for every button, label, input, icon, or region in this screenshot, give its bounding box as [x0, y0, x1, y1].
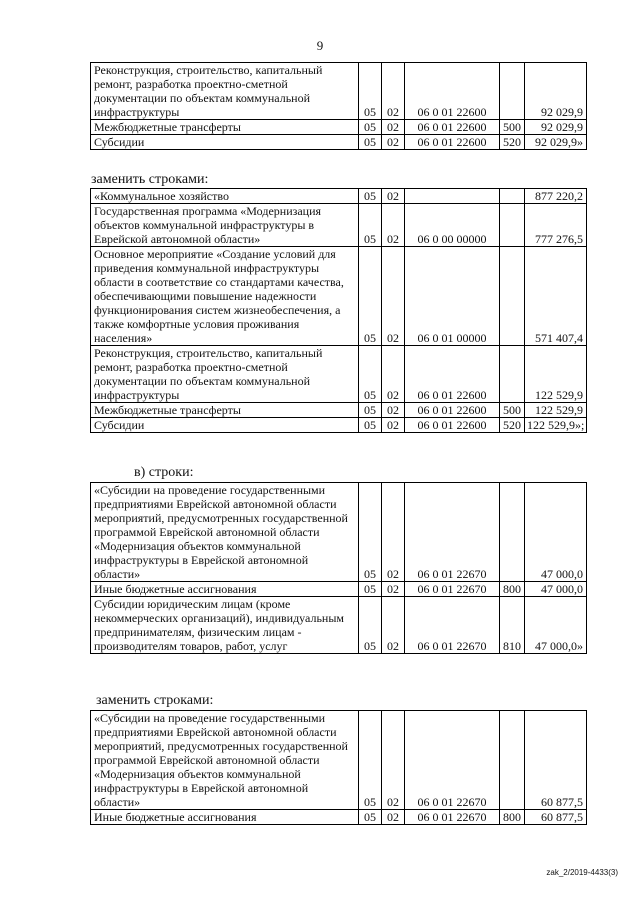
row-name: Иные бюджетные ассигнования [91, 810, 359, 825]
row-csr: 06 0 01 22670 [405, 711, 500, 810]
table-row [91, 63, 587, 120]
row-pr: 02 [382, 247, 405, 346]
table-row [91, 120, 587, 135]
row-rz: 05 [359, 403, 382, 418]
row-vr: 500 [500, 403, 525, 418]
row-csr: 06 0 00 00000 [405, 204, 500, 247]
row-vr [500, 63, 525, 120]
row-rz: 05 [359, 63, 382, 120]
table-row [91, 346, 587, 403]
row-pr: 02 [382, 189, 405, 204]
row-vr [500, 711, 525, 810]
row-vr [500, 189, 525, 204]
row-rz: 05 [359, 135, 382, 150]
row-pr: 02 [382, 346, 405, 403]
row-rz: 05 [359, 597, 382, 654]
row-name: Основное мероприятие «Создание условий для приведения коммунальной инфраструктуры области в соответствие со стандартами качества, обеспечивающими повышение надежности функционирования систем жизнеобеспечения, а также комфортные условия проживания населения» [91, 247, 359, 346]
table-row [91, 582, 587, 597]
row-pr: 02 [382, 810, 405, 825]
row-rz: 05 [359, 418, 382, 433]
table-row [91, 247, 587, 346]
row-sum: 122 529,9»; [525, 418, 587, 433]
row-vr: 810 [500, 597, 525, 654]
row-name: Субсидии [91, 135, 359, 150]
row-sum: 571 407,4 [525, 247, 587, 346]
row-name: Реконструкция, строительство, капитальный ремонт, разработка проектно-сметной документации по объектам коммунальной инфраструктуры [91, 63, 359, 120]
row-sum: 47 000,0 [525, 483, 587, 582]
row-pr: 02 [382, 135, 405, 150]
table-row [91, 483, 587, 582]
row-name: «Субсидии на проведение государственными предприятиями Еврейской автономной области мероприятий, предусмотренных государственной программой Еврейской автономной области «Модернизация объектов коммунальной инфраструктуры в Еврейской автономной области» [91, 483, 359, 582]
table-row [91, 597, 587, 654]
table-row [91, 711, 587, 810]
row-name: Межбюджетные трансферты [91, 120, 359, 135]
row-rz: 05 [359, 189, 382, 204]
document-footer-code: zak_2/2019-4433(3) [546, 868, 618, 877]
row-pr: 02 [382, 597, 405, 654]
row-sum: 60 877,5 [525, 711, 587, 810]
row-rz: 05 [359, 247, 382, 346]
row-pr: 02 [382, 711, 405, 810]
table-row [91, 204, 587, 247]
row-csr [405, 189, 500, 204]
row-name: Государственная программа «Модернизация объектов коммунальной инфраструктуры в Еврейской автономной области» [91, 204, 359, 247]
row-pr: 02 [382, 418, 405, 433]
row-pr: 02 [382, 483, 405, 582]
page-number: 9 [316, 38, 324, 53]
row-vr [500, 346, 525, 403]
row-name: Реконструкция, строительство, капитальный ремонт, разработка проектно-сметной документации по объектам коммунальной инфраструктуры [91, 346, 359, 403]
row-sum: 47 000,0» [525, 597, 587, 654]
row-csr: 06 0 01 22670 [405, 597, 500, 654]
budget-table-1 [90, 62, 587, 150]
row-sum: 92 029,9 [525, 63, 587, 120]
budget-table-4 [90, 710, 587, 825]
row-name: «Коммунальное хозяйство [91, 189, 359, 204]
row-pr: 02 [382, 403, 405, 418]
row-rz: 05 [359, 120, 382, 135]
row-vr: 800 [500, 582, 525, 597]
row-vr: 500 [500, 120, 525, 135]
row-sum: 60 877,5 [525, 810, 587, 825]
row-sum: 777 276,5 [525, 204, 587, 247]
row-sum: 877 220,2 [525, 189, 587, 204]
row-csr: 06 0 01 22600 [405, 63, 500, 120]
row-rz: 05 [359, 483, 382, 582]
row-vr: 800 [500, 810, 525, 825]
row-csr: 06 0 01 22670 [405, 582, 500, 597]
row-csr: 06 0 01 22600 [405, 135, 500, 150]
row-name: Субсидии юридическим лицам (кроме некоммерческих организаций), индивидуальным предпринимателям, физическим лицам - производителям товаров, работ, услуг [91, 597, 359, 654]
row-csr: 06 0 01 22600 [405, 418, 500, 433]
table-row [91, 189, 587, 204]
row-rz: 05 [359, 711, 382, 810]
row-vr: 520 [500, 135, 525, 150]
row-sum: 92 029,9 [525, 120, 587, 135]
budget-table-2 [90, 188, 587, 433]
row-name: «Субсидии на проведение государственными предприятиями Еврейской автономной области мероприятий, предусмотренных государственной программой Еврейской автономной области «Модернизация объектов коммунальной инфраструктуры в Еврейской автономной области» [91, 711, 359, 810]
row-sum: 122 529,9 [525, 403, 587, 418]
row-sum: 47 000,0 [525, 582, 587, 597]
row-pr: 02 [382, 204, 405, 247]
row-csr: 06 0 01 22600 [405, 120, 500, 135]
section-heading: заменить строками: [96, 693, 214, 708]
row-name: Иные бюджетные ассигнования [91, 582, 359, 597]
row-vr [500, 247, 525, 346]
row-csr: 06 0 01 22670 [405, 483, 500, 582]
row-vr [500, 483, 525, 582]
row-name: Субсидии [91, 418, 359, 433]
budget-table-3 [90, 482, 587, 654]
table-row [91, 418, 587, 433]
row-pr: 02 [382, 63, 405, 120]
row-sum: 92 029,9» [525, 135, 587, 150]
row-vr [500, 204, 525, 247]
row-vr: 520 [500, 418, 525, 433]
row-csr: 06 0 01 22600 [405, 403, 500, 418]
table-row [91, 810, 587, 825]
row-rz: 05 [359, 204, 382, 247]
table-row [91, 403, 587, 418]
row-csr: 06 0 01 22670 [405, 810, 500, 825]
row-name: Межбюджетные трансферты [91, 403, 359, 418]
row-sum: 122 529,9 [525, 346, 587, 403]
row-pr: 02 [382, 582, 405, 597]
row-rz: 05 [359, 346, 382, 403]
row-csr: 06 0 01 00000 [405, 247, 500, 346]
row-rz: 05 [359, 582, 382, 597]
row-pr: 02 [382, 120, 405, 135]
section-heading: в) строки: [134, 465, 194, 480]
row-rz: 05 [359, 810, 382, 825]
section-heading: заменить строками: [91, 172, 209, 187]
row-csr: 06 0 01 22600 [405, 346, 500, 403]
table-row [91, 135, 587, 150]
